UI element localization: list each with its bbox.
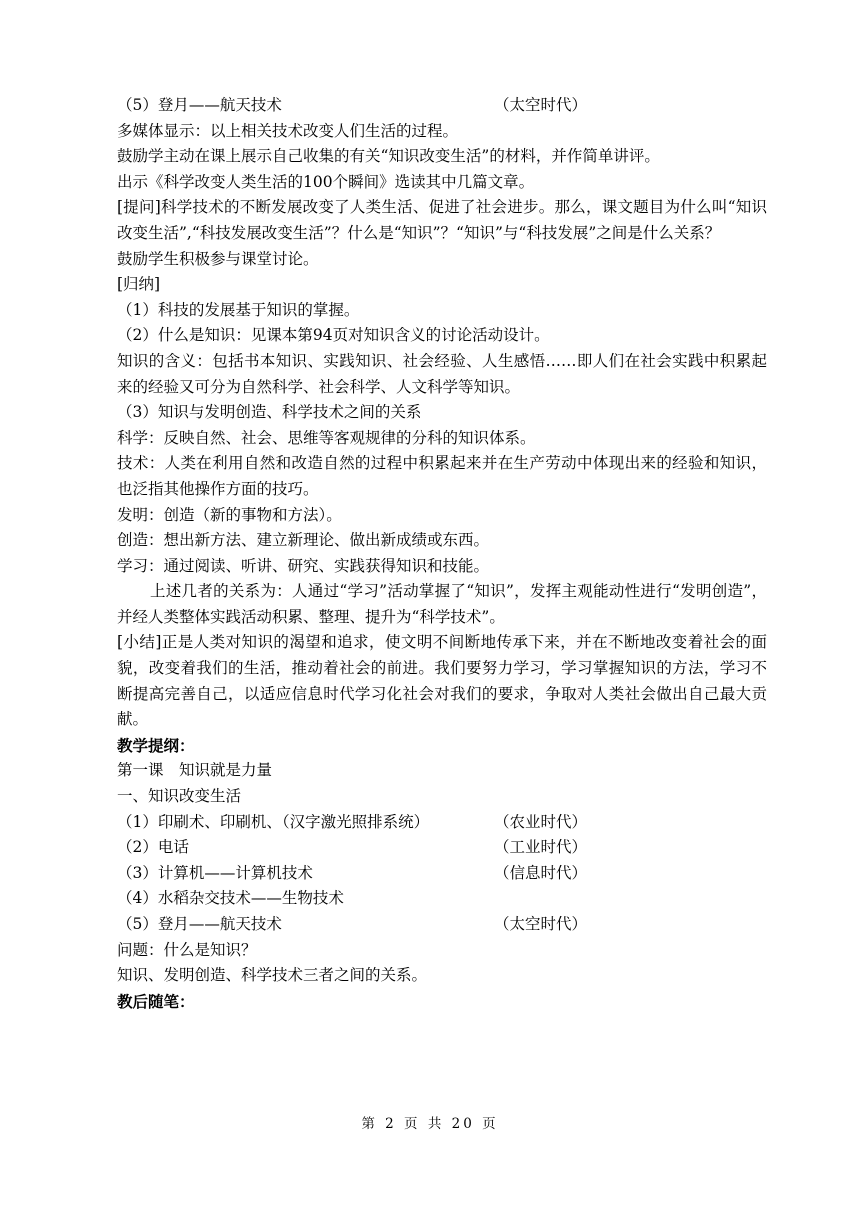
outline-item	[117, 912, 767, 938]
text-line: 创造：想出新方法、建立新理论、做出新成绩或东西。	[117, 531, 490, 550]
outline-heading: 教学提纲：	[117, 735, 195, 755]
outline-item	[117, 886, 767, 912]
text-line: （1）科技的发展基于知识的掌握。	[117, 300, 360, 319]
era-label: （信息时代）	[494, 863, 588, 882]
outline-item-text: （3）计算机——计算机技术	[117, 863, 313, 882]
meaning-paragraph: 知识的含义：包括书本知识、实践知识、社会经验、人生感悟……即人们在社会实践中积累起来的经验又可分为自然科学、社会科学、人文科学等知识。	[117, 351, 767, 396]
outline-item	[117, 810, 767, 836]
text-line-left: （5）登月——航天技术	[117, 96, 282, 114]
text-line: （2）什么是知识：见课本第94页对知识含义的讨论活动设计。	[117, 326, 550, 345]
relation-paragraph: 上述几者的关系为：人通过“学习”活动掌握了“知识”，发挥主观能动性进行“发明创造”，并经人类整体实践活动积累、整理、提升为“科学技术”。	[117, 582, 767, 626]
text-line: （3）知识与发明创造、科学技术之间的关系	[117, 403, 422, 422]
section-title: 一、知识改变生活	[117, 787, 242, 806]
outline-item	[117, 835, 767, 861]
text-line: 科学：反映自然、社会、思维等客观规律的分科的知识体系。	[117, 428, 536, 447]
outline-item	[117, 861, 767, 887]
outline-item-text: （4）水稻杂交技术——生物技术	[117, 889, 344, 908]
text-line: 学习：通过阅读、听讲、研究、实践获得知识和技能。	[117, 556, 490, 575]
text-line: 鼓励学生积极参与课堂讨论。	[117, 249, 319, 268]
lesson-title: 第一课 知识就是力量	[117, 761, 273, 780]
era-label: （工业时代）	[494, 838, 588, 857]
notes-heading: 教后随笔：	[117, 991, 195, 1011]
text-line: [归纳]	[117, 275, 161, 294]
page-footer: 第 2 页 共 20 页	[361, 1116, 499, 1132]
text-line: 出示《科学改变人类生活的100个瞬间》选读其中几篇文章。	[117, 172, 535, 191]
era-label: （太空时代）	[494, 96, 588, 114]
outline-item-text: （5）登月——航天技术	[117, 915, 282, 933]
text-line: 知识、发明创造、科学技术三者之间的关系。	[117, 966, 428, 985]
text-line: 发明：创造（新的事物和方法）。	[117, 505, 342, 524]
outline-item-text: （1）印刷术、印刷机、（汉字激光照排系统）	[117, 812, 430, 831]
summary-paragraph: [小结]正是人类对知识的渴望和追求，使文明不间断地传承下来，并在不断地改变着社会的面貌，改变着我们的生活，推动着社会的前进。我们要努力学习，学习掌握知识的方法，学习不断提高完善自己，以适应信息时代学习化社会对我们的要求，争取对人类社会做出自己最大贡献。	[117, 633, 767, 729]
text-line: 多媒体显示：以上相关技术改变人们生活的过程。	[117, 121, 459, 140]
tech-paragraph: 技术：人类在利用自然和改造自然的过程中积累起来并在生产劳动中体现出来的经验和知识，也泛指其他操作方面的技巧。	[117, 454, 767, 498]
document-body	[117, 93, 767, 1014]
era-label: （太空时代）	[494, 915, 588, 933]
outline-item-text: （2）电话	[117, 838, 189, 857]
text-line	[117, 93, 767, 119]
text-line: 鼓励学主动在课上展示自己收集的有关“知识改变生活”的材料，并作简单讲评。	[117, 147, 660, 166]
era-label: （农业时代）	[494, 812, 588, 831]
question-paragraph: [提问]科学技术的不断发展改变了人类生活、促进了社会进步。那么，课文题目为什么叫“知识改变生活”,“科技发展改变生活”？什么是“知识”？“知识”与“科技发展”之间是什么关系？	[117, 198, 767, 242]
text-line: 问题：什么是知识？	[117, 940, 257, 959]
